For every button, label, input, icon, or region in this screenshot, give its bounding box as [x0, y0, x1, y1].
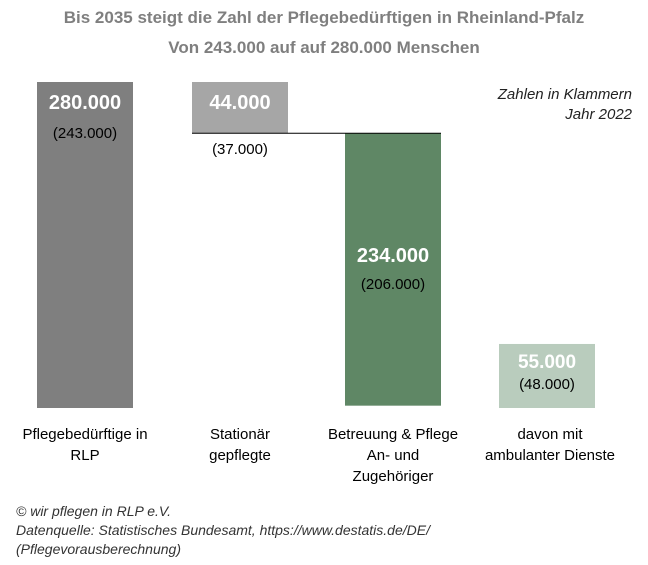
bar-2: [345, 133, 441, 405]
category-label-2-1: An- und: [366, 447, 420, 464]
chart-title: Bis 2035 steigt die Zahl der Pflegebedürftigen in Rheinland-Pfalz: [63, 8, 585, 27]
category-label-3-0: davon mit: [517, 426, 583, 443]
category-label-3-1: ambulanter Dienste: [484, 447, 616, 464]
category-label-0-0: Pflegebedürftige in: [22, 426, 148, 443]
previous-value-label-2: (206.000): [360, 276, 426, 294]
footer-source-detail: (Pflegevorausberechnung): [16, 541, 181, 557]
category-label-2-2: Zugehöriger: [352, 468, 434, 485]
value-label-3: 55.000: [517, 351, 577, 373]
value-label-0: 280.000: [48, 92, 122, 114]
value-label-1: 44.000: [209, 92, 271, 114]
chart-subtitle: Von 243.000 auf auf 280.000 Menschen: [168, 38, 480, 57]
category-label-1-1: gepflegte: [209, 447, 271, 464]
previous-value-label-1: (37.000): [212, 141, 268, 159]
category-label-2-0: Betreuung & Pflege: [327, 426, 459, 443]
previous-value-label-0: (243.000): [52, 125, 118, 142]
category-label-1-0: Stationär: [209, 426, 271, 443]
value-label-2: 234.000: [356, 245, 430, 268]
note-line-1: Zahlen in Klammern: [497, 86, 632, 103]
note-line-2: Jahr 2022: [565, 106, 632, 123]
footer-source: Datenquelle: Statistisches Bundesamt, https://www.destatis.de/DE/: [16, 522, 430, 538]
footer-copyright: © wir pflegen in RLP e.V.: [16, 503, 172, 519]
category-label-0-1: RLP: [70, 447, 100, 464]
previous-value-label-3: (48.000): [519, 375, 575, 393]
